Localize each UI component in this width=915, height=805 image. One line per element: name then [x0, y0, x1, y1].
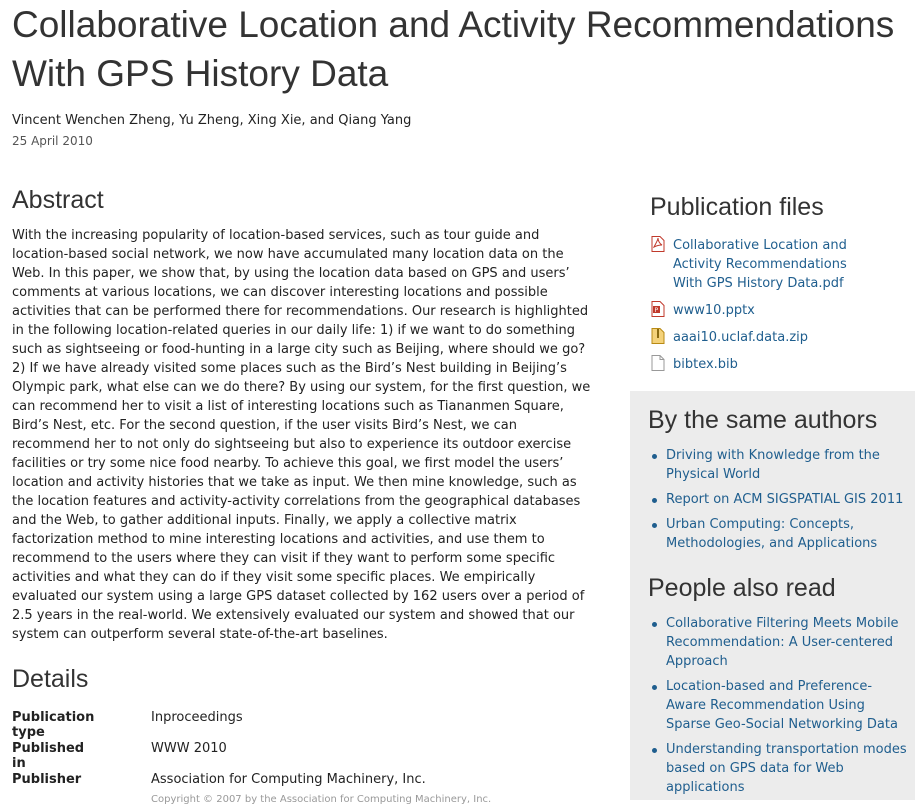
bullet-icon	[652, 498, 657, 503]
file-item	[650, 236, 870, 293]
file-item	[650, 355, 870, 374]
list-item	[648, 740, 910, 797]
zip-file-icon	[651, 328, 665, 344]
publication-files	[650, 236, 870, 382]
bullet-icon	[652, 748, 657, 753]
related-link[interactable]: Report on ACM SIGSPATIAL GIS 2011	[666, 492, 904, 507]
related-link[interactable]: Understanding transportation modes based on GPS data for Web applications	[666, 742, 907, 795]
file-link-pdf[interactable]: Collaborative Location and Activity Recommendations With GPS History Data.pdf	[673, 238, 847, 291]
publication-date: 25 April 2010	[12, 134, 93, 148]
bullet-icon	[652, 454, 657, 459]
details-value: Association for Computing Machinery, Inc.	[151, 772, 426, 787]
details-label: Publisher	[12, 772, 82, 787]
page-title: Collaborative Location and Activity Recommendations With GPS History Data	[12, 4, 895, 94]
related-link[interactable]: Location-based and Preference-Aware Recommendation Using Sparse Geo-Social Networking Data	[666, 679, 898, 732]
bullet-icon	[652, 523, 657, 528]
file-item	[650, 301, 870, 320]
list-item	[648, 515, 910, 553]
abstract-text: With the increasing popularity of location-based services, such as tour guide and location-based social network, we now have accumulated many location data on the Web. In this paper, we show that, by using the location data based on GPS and users’ comments at various locations, we can discover interesting locations and possible activities that can be performed there for recommendations. Our research is highlighted in the following location-related queries in our daily life: 1) if we want to do something such as sightseeing or food-hunting in a large city such as Beijing, where should we go? 2) If we have already visited some places such as the Bird’s Nest building in Beijing’s Olympic park, what else can we do there? By using our system, for the first question, we can recommend her to visit a list of interesting locations such as Tiananmen Square, Bird’s Nest, etc. For the second question, if the user visits Bird’s Nest, we can recommend her to not only do sightseeing but also to experience its outdoor exercise facilities or try some nice food nearby. To achieve this goal, we first model the users’ location and activity histories that we take as input. We then mine knowledge, such as the location features and activity-activity correlations from the geographical databases and the Web, to gather additional inputs. Finally, we apply a collective matrix factorization method to mine interesting locations and activities, and use them to recommend to the users where they can visit if they want to perform some specific activities and what they can do if they visit some specific places. We empirically evaluated our system using a large GPS dataset collected by 162 users over a period of 2.5 years in the real-world. We extensively evaluated our system and showed that our system can outperform several state-of-the-art baselines.	[12, 228, 591, 642]
bullet-icon	[652, 685, 657, 690]
text-file-icon	[651, 355, 665, 371]
authors: Vincent Wenchen Zheng, Yu Zheng, Xing Xie, and Qiang Yang	[12, 113, 412, 128]
files-heading: Publication files	[650, 193, 824, 221]
related-link[interactable]: Urban Computing: Concepts, Methodologies, and Applications	[666, 517, 878, 551]
bullet-icon	[652, 622, 657, 627]
file-item	[650, 328, 870, 347]
file-link-zip[interactable]: aaai10.uclaf.data.zip	[673, 330, 809, 345]
also-read-list	[648, 614, 910, 803]
same-authors-list	[648, 446, 910, 559]
powerpoint-file-icon	[651, 301, 665, 317]
related-link[interactable]: Collaborative Filtering Meets Mobile Recommendation: A User-centered Approach	[666, 616, 899, 669]
list-item	[648, 677, 910, 734]
also-read-heading: People also read	[648, 574, 836, 602]
details-value: WWW 2010	[151, 741, 227, 756]
related-link[interactable]: Driving with Knowledge from the Physical World	[666, 448, 880, 482]
details-value: Inproceedings	[151, 710, 243, 725]
same-authors-heading: By the same authors	[648, 406, 878, 434]
file-link-pptx[interactable]: www10.pptx	[673, 303, 755, 318]
details-label: Published in	[12, 741, 85, 771]
list-item	[648, 446, 910, 484]
details-heading: Details	[12, 665, 89, 693]
svg-text:P: P	[654, 307, 659, 314]
file-link-bib[interactable]: bibtex.bib	[673, 357, 738, 372]
copyright-text: Copyright © 2007 by the Association for Computing Machinery, Inc.	[151, 794, 492, 805]
list-item	[648, 490, 910, 509]
pdf-file-icon	[651, 236, 665, 252]
abstract-heading: Abstract	[12, 186, 104, 214]
details-label: Publication type	[12, 710, 95, 740]
list-item	[648, 614, 910, 671]
